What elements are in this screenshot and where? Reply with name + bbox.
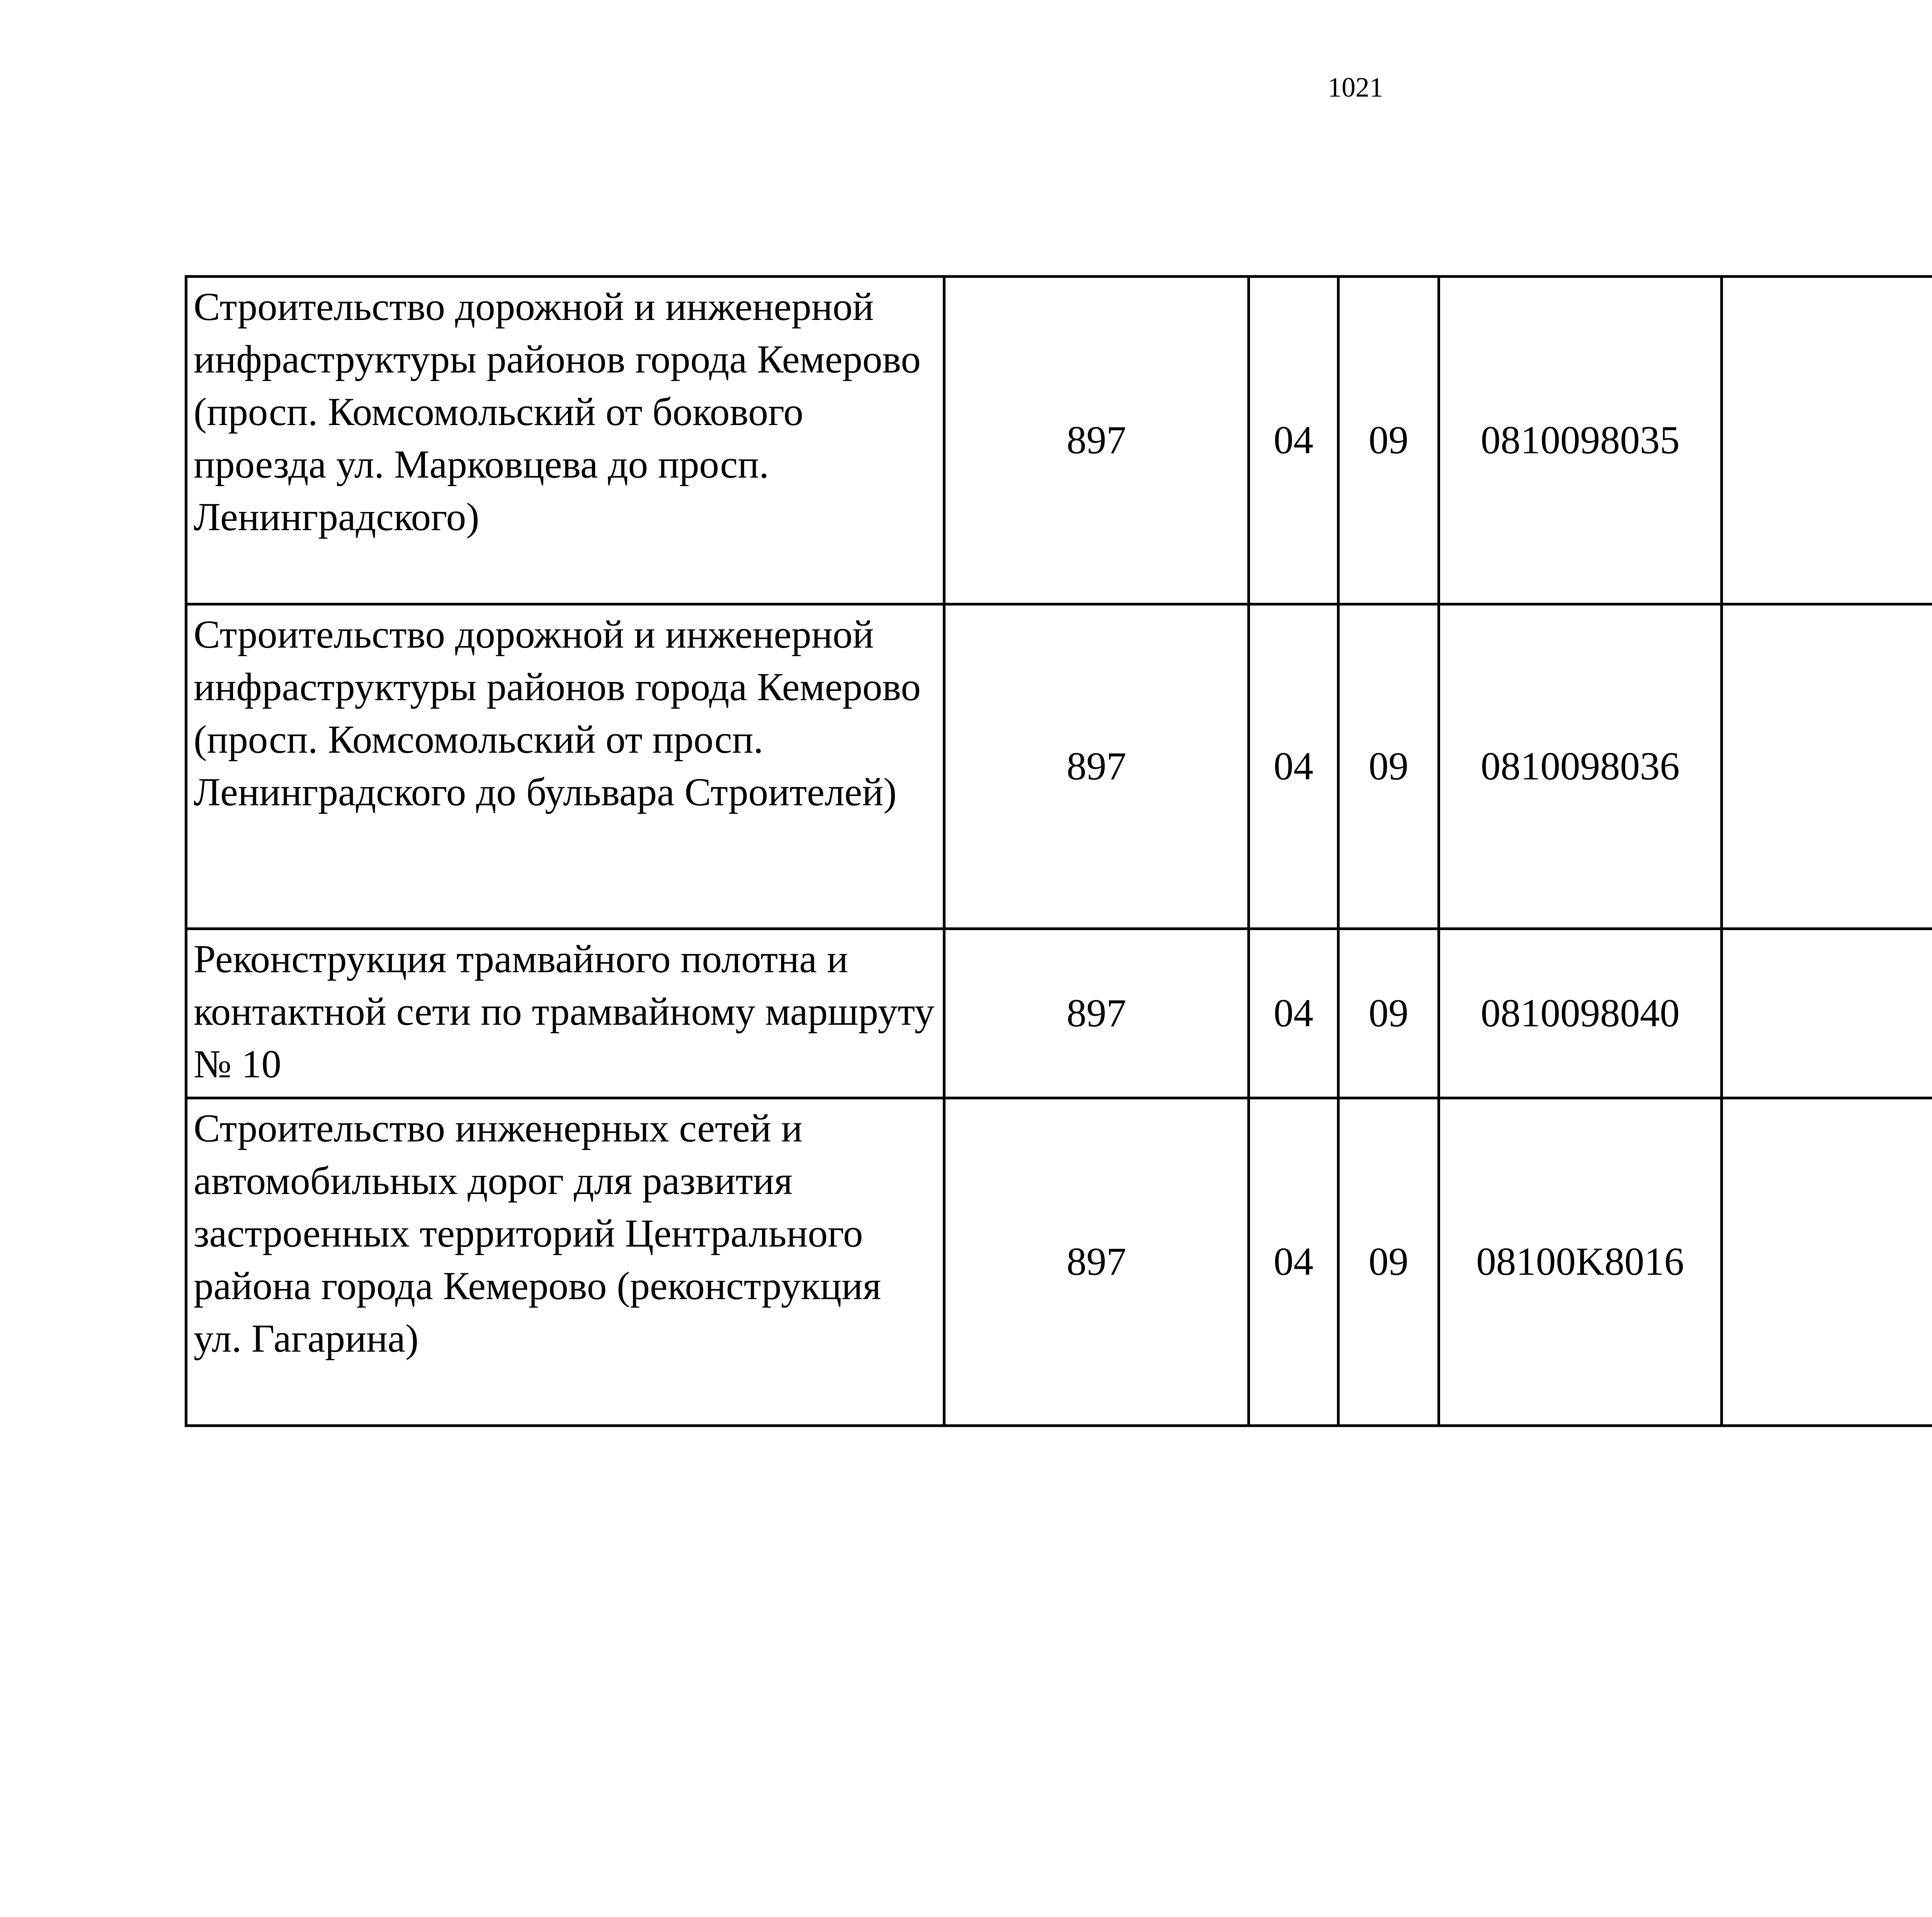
budget-table — [185, 275, 1932, 1427]
cell-ministry-code: 897 — [944, 604, 1249, 929]
table-row — [186, 604, 1932, 929]
cell-description: Строительство инженерных сетей и автомобильных дорог для развития застроенных территорий Центрального района города Кемерово (реконструкция ул. Гагарина) — [186, 1098, 944, 1426]
cell-ministry-code: 897 — [944, 929, 1249, 1098]
cell-description: Строительство дорожной и инженерной инфраструктуры районов города Кемерово (просп. Комсомольский от бокового проезда ул. Марковцева до просп. Ленинградского) — [186, 277, 944, 604]
table-row — [186, 929, 1932, 1098]
cell-subsection-code: 09 — [1338, 277, 1439, 604]
cell-target-article: 0810098035 — [1439, 277, 1722, 604]
cell-expense-type — [1722, 604, 1932, 929]
cell-ministry-code: 897 — [944, 277, 1249, 604]
cell-section-code: 04 — [1249, 604, 1338, 929]
cell-description: Реконструкция трамвайного полотна и контактной сети по трамвайному маршруту № 10 — [186, 929, 944, 1098]
cell-ministry-code: 897 — [944, 1098, 1249, 1426]
cell-expense-type — [1722, 929, 1932, 1098]
cell-target-article: 0810098036 — [1439, 604, 1722, 929]
cell-section-code: 04 — [1249, 277, 1338, 604]
cell-expense-type — [1722, 277, 1932, 604]
table-row — [186, 277, 1932, 604]
cell-subsection-code: 09 — [1338, 929, 1439, 1098]
cell-subsection-code: 09 — [1338, 604, 1439, 929]
cell-target-article: 0810098040 — [1439, 929, 1722, 1098]
table-row — [186, 1098, 1932, 1426]
cell-section-code: 04 — [1249, 1098, 1338, 1426]
cell-description: Строительство дорожной и инженерной инфраструктуры районов города Кемерово (просп. Комсомольский от просп. Ленинградского до бульвара Строителей) — [186, 604, 944, 929]
cell-target-article: 08100K8016 — [1439, 1098, 1722, 1426]
page-number: 1021 — [1328, 72, 1383, 103]
cell-section-code: 04 — [1249, 929, 1338, 1098]
cell-subsection-code: 09 — [1338, 1098, 1439, 1426]
cell-expense-type — [1722, 1098, 1932, 1426]
